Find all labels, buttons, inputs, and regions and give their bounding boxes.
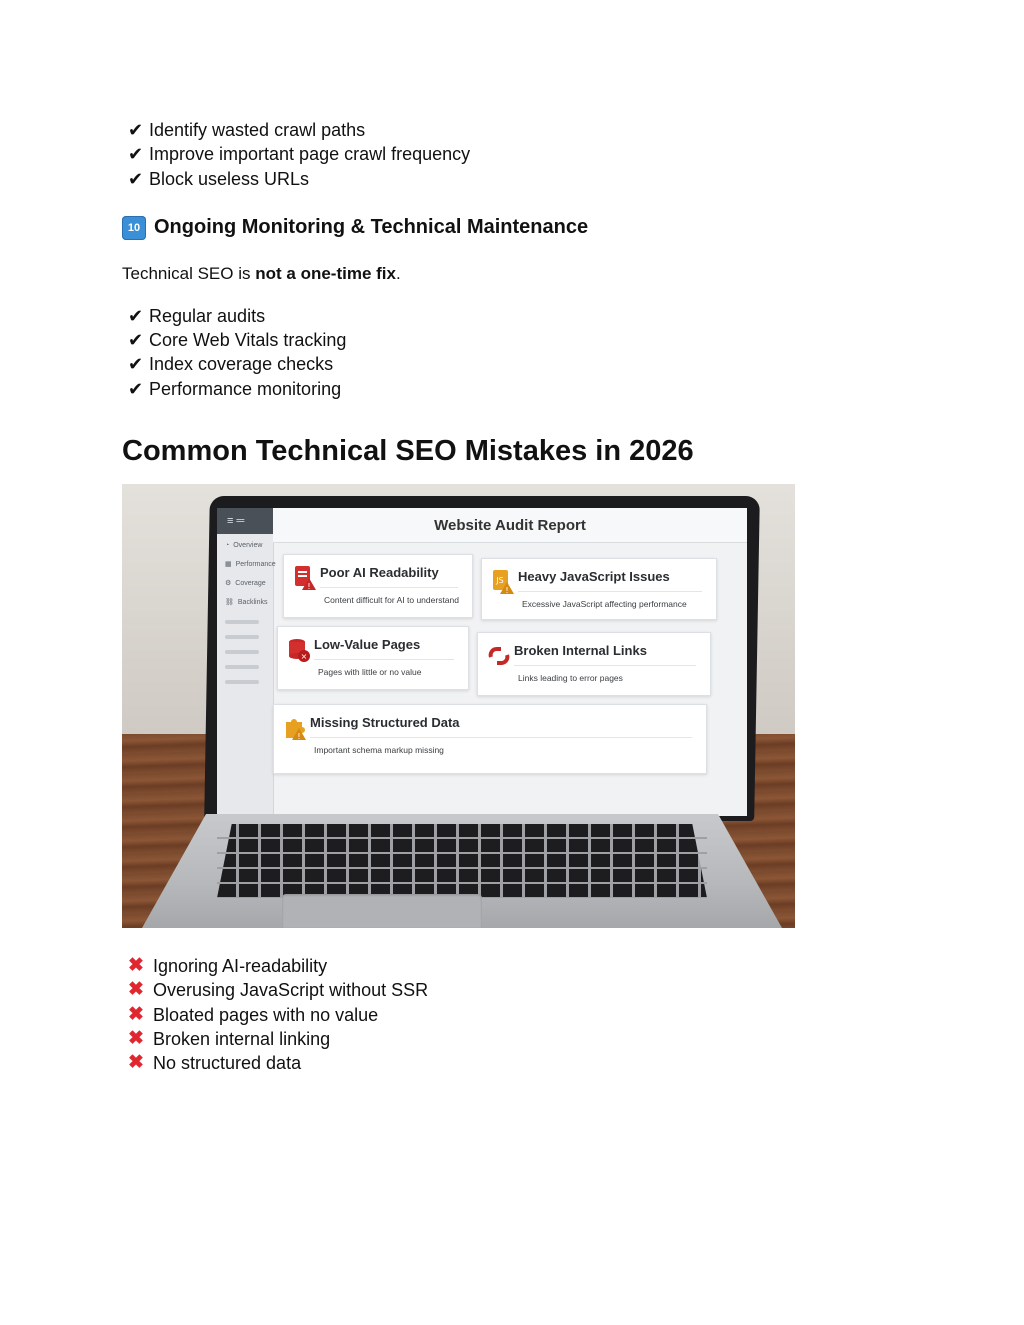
sidebar-item-backlinks: ⛓ Backlinks	[225, 598, 268, 606]
sidebar-placeholder	[225, 650, 259, 654]
card-divider	[320, 587, 458, 588]
card-poor-ai-readability: ! Poor AI Readability Content difficult for AI to understand	[283, 554, 473, 618]
keyboard-rows	[217, 824, 707, 898]
list-item: ✔ Improve important page crawl frequency	[128, 142, 902, 166]
card-divider	[314, 659, 454, 660]
list-item: ✔ Identify wasted crawl paths	[128, 118, 902, 142]
checkmark-icon: ✔	[128, 305, 144, 326]
checkmark-icon: ✔	[128, 378, 144, 399]
sidebar-item-overview: ◔ Overview	[225, 542, 263, 549]
list-item: ✔ Index coverage checks	[128, 352, 902, 376]
cross-mark-icon: ✖	[128, 1003, 144, 1025]
list-item: ✖ Overusing JavaScript without SSR	[128, 978, 428, 1002]
svg-text:JS: JS	[496, 576, 504, 585]
sidebar-placeholder	[225, 680, 259, 684]
sidebar-item-performance: ▦ Performance	[225, 560, 276, 568]
svg-text:!: !	[307, 582, 311, 591]
sidebar-placeholder	[225, 635, 259, 639]
menu-icon: ≡ ═	[217, 508, 273, 534]
sidebar-placeholder	[225, 620, 259, 624]
checkmark-icon: ✔	[128, 354, 144, 375]
list-item: ✔ Core Web Vitals tracking	[128, 328, 902, 352]
svg-text:!: !	[297, 732, 301, 741]
checkmark-icon: ✔	[128, 120, 144, 140]
report-title: Website Audit Report	[273, 508, 747, 543]
laptop-audit-photo	[122, 484, 795, 928]
list-item: ✔ Regular audits	[128, 304, 902, 328]
laptop-display	[217, 508, 747, 816]
card-divider	[514, 665, 696, 666]
card-broken-internal-links: Broken Internal Links Links leading to error pages	[477, 632, 711, 696]
card-divider	[310, 737, 692, 738]
report-sidebar	[217, 508, 274, 816]
file-warning-icon	[492, 569, 514, 595]
list-item: ✔ Performance monitoring	[128, 377, 902, 401]
section-10-intro: Technical SEO is not a one-time fix.	[122, 263, 401, 283]
cross-mark-icon: ✖	[128, 1052, 144, 1074]
list-item: ✖ Ignoring AI-readability	[128, 954, 428, 978]
cross-mark-icon: ✖	[128, 979, 144, 1001]
mistakes-heading: Common Technical SEO Mistakes in 2026	[122, 435, 694, 468]
monitoring-checklist	[122, 304, 902, 401]
card-heavy-javascript: JS ! Heavy JavaScript Issues Excessive JavaScript affecting performance	[481, 558, 717, 620]
trackpad	[282, 894, 482, 928]
list-item: ✖ Bloated pages with no value	[128, 1003, 428, 1027]
broken-link-icon	[488, 643, 510, 669]
list-item: ✖ No structured data	[128, 1051, 428, 1075]
crawl-checklist	[122, 118, 902, 191]
section-10-heading: 10 Ongoing Monitoring & Technical Maintenance	[122, 216, 902, 240]
checkmark-icon: ✔	[128, 330, 144, 351]
card-missing-structured-data: ! Missing Structured Data Important schema markup missing	[273, 704, 707, 774]
mistakes-list	[122, 954, 428, 1075]
keycap-ten-icon: 10	[122, 216, 146, 240]
list-item: ✔ Block useless URLs	[128, 167, 902, 191]
card-divider	[518, 591, 702, 592]
list-item: ✖ Broken internal linking	[128, 1027, 428, 1051]
cross-mark-icon: ✖	[128, 1027, 144, 1049]
svg-text:×: ×	[300, 652, 308, 661]
puzzle-warning-icon	[284, 715, 306, 741]
checkmark-icon: ✔	[128, 144, 144, 165]
database-error-icon	[288, 637, 310, 663]
card-low-value-pages: × Low-Value Pages Pages with little or no value	[277, 626, 469, 690]
cross-mark-icon: ✖	[128, 955, 144, 976]
svg-text:!: !	[505, 586, 509, 595]
document-warning-icon	[294, 565, 316, 591]
sidebar-item-coverage: ⚙ Coverage	[225, 579, 266, 587]
sidebar-placeholder	[225, 665, 259, 669]
checkmark-icon: ✔	[128, 168, 144, 189]
document-body	[122, 118, 902, 468]
